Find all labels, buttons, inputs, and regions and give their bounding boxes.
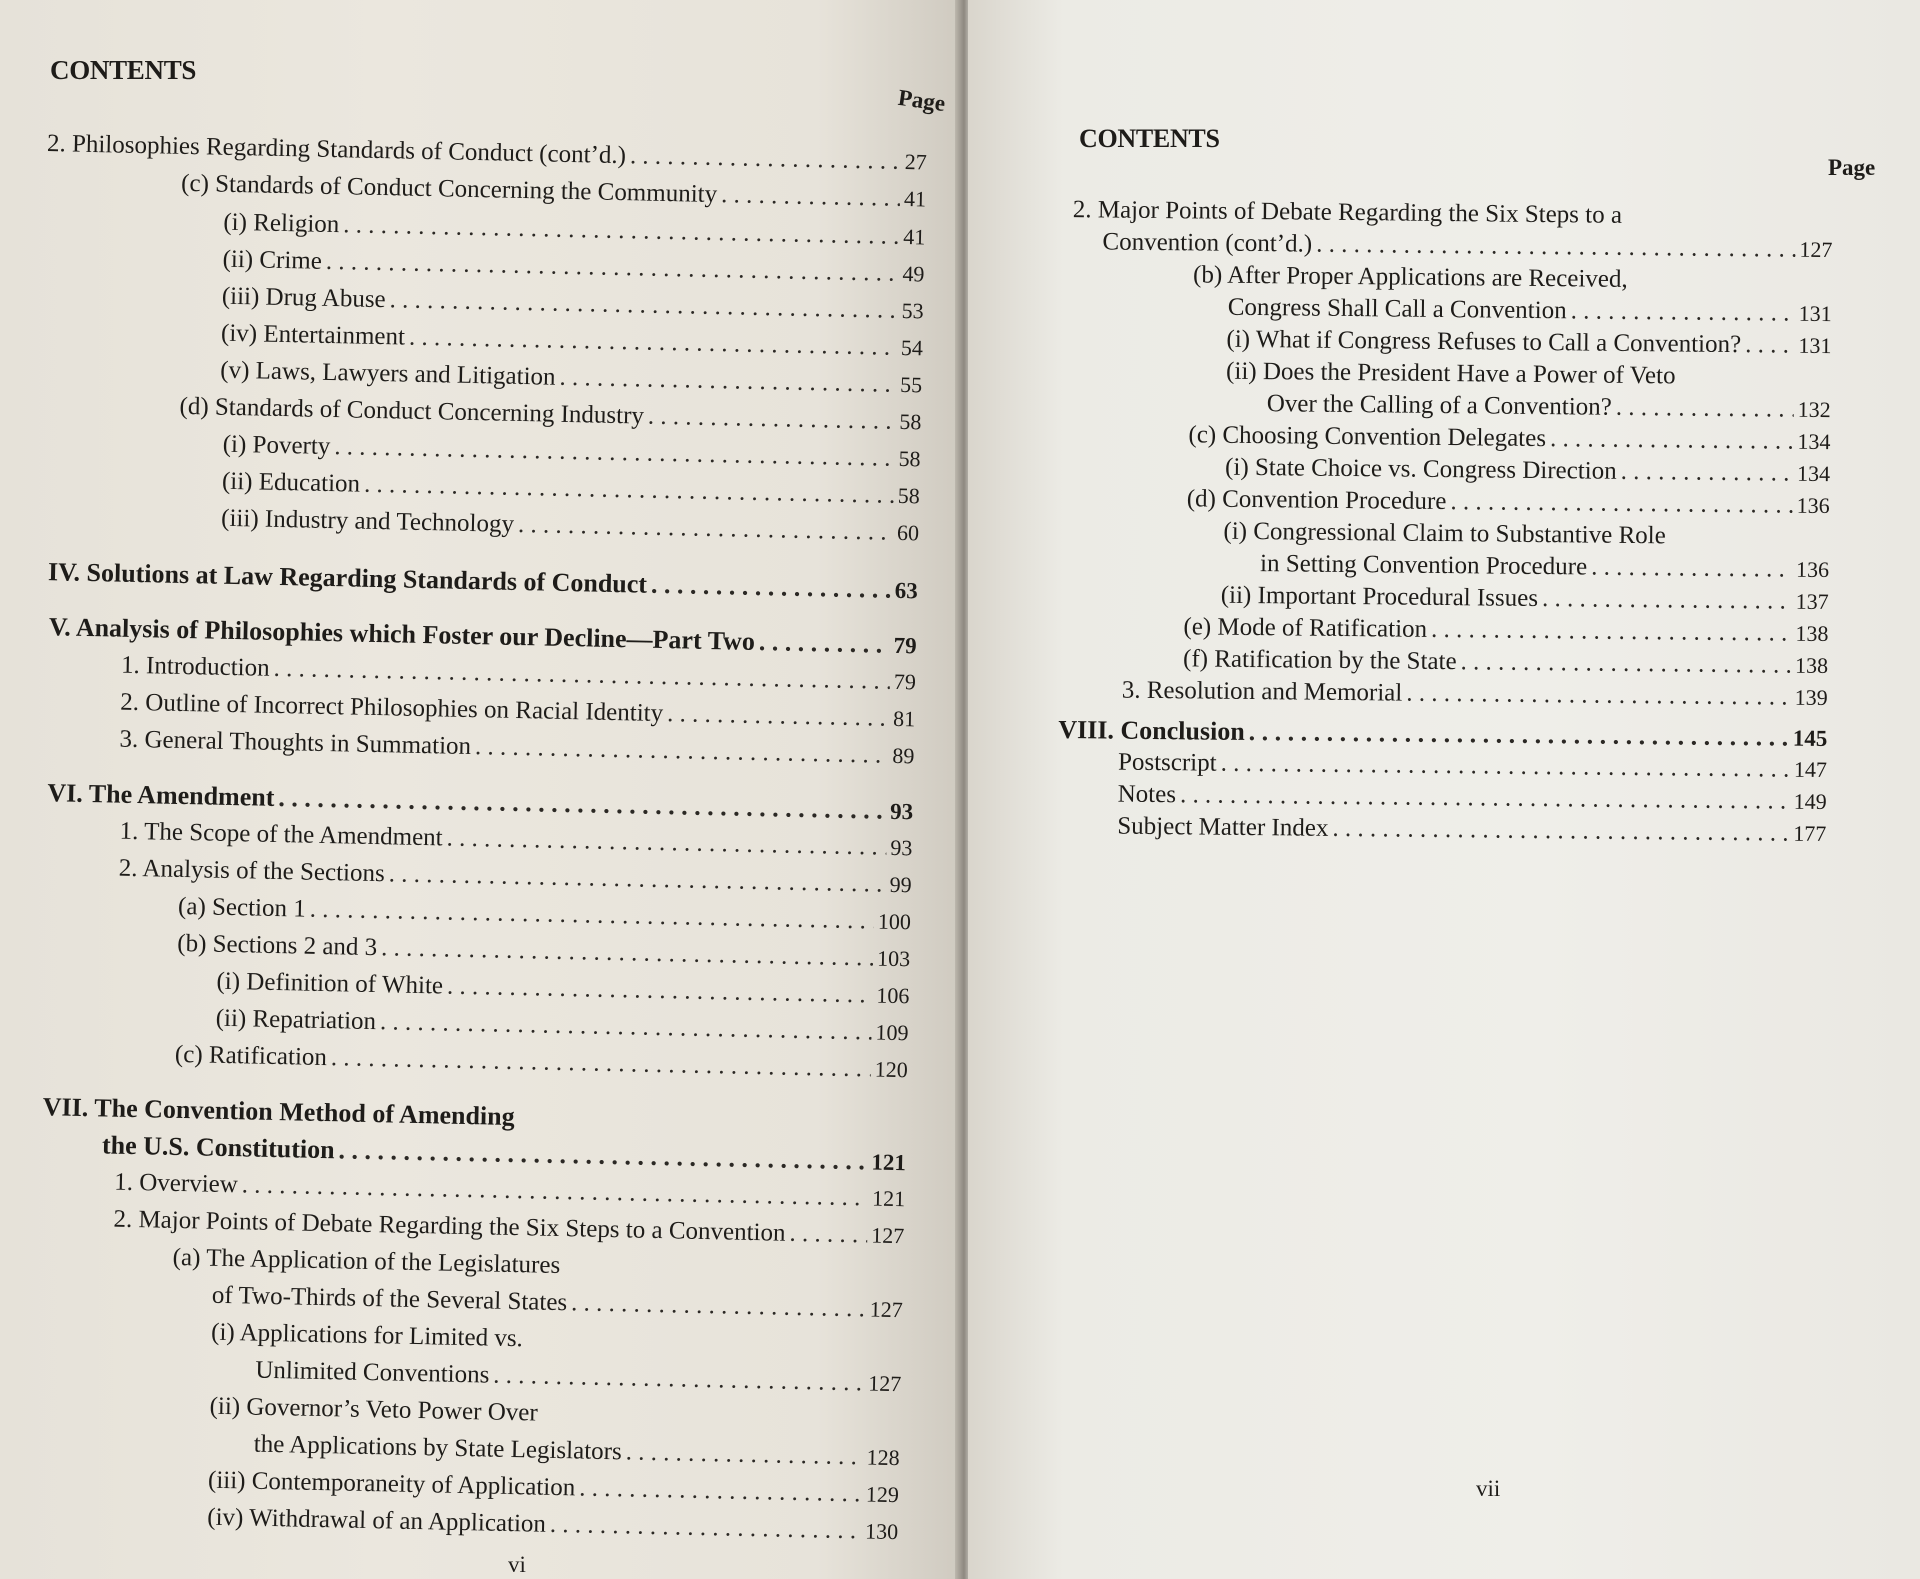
toc-entry[interactable]: 1. Overview . . . 121 <box>114 1168 905 1215</box>
toc-entry[interactable]: 2. Outline of Incorrect Philosophies on Racial Identity . . . 81 <box>120 688 915 735</box>
right-page <box>968 0 1920 1579</box>
toc-entry[interactable]: (i) Congressional Claim to Substantive Role <box>1223 517 1666 550</box>
left-contents-heading: CONTENTS <box>50 55 197 85</box>
toc-entry[interactable]: (i) State Choice vs. Congress Direction . . . 134 <box>1225 453 1830 489</box>
toc-entry[interactable]: (ii) Does the President Have a Power of Veto <box>1225 357 1676 390</box>
right-page-column-label: Page <box>1828 155 1876 180</box>
toc-entry[interactable]: (c) Ratification . . . 120 <box>175 1040 908 1085</box>
toc-entry[interactable]: Over the Calling of a Convention? . . . 132 <box>1267 389 1831 425</box>
toc-entry[interactable]: (iii) Industry and Technology . . . 60 <box>221 504 919 549</box>
toc-entry[interactable]: (i) What if Congress Refuses to Call a Convention? . . . 131 <box>1226 325 1831 361</box>
toc-entry[interactable]: 1. The Scope of the Amendment . . . 93 <box>119 817 912 864</box>
toc-entry[interactable]: (ii) Crime . . . 49 <box>222 245 924 290</box>
toc-entry[interactable]: 2. Philosophies Regarding Standards of Conduct (cont’d.) . . . 27 <box>47 129 927 177</box>
toc-chapter-entry[interactable]: IV. Solutions at Law Regarding Standards of Conduct . . . 63 <box>48 557 918 606</box>
toc-entry[interactable]: the Applications by State Legislators . . . 128 <box>253 1430 899 1474</box>
toc-entry[interactable]: 1. Introduction . . . 79 <box>121 651 916 698</box>
left-page-column-label: Page <box>896 84 947 117</box>
toc-entry[interactable]: (b) After Proper Applications are Received, <box>1192 261 1628 293</box>
toc-entry[interactable]: (i) Religion . . . 41 <box>223 208 925 253</box>
toc-entry[interactable]: Congress Shall Call a Convention . . . 131 <box>1228 293 1832 329</box>
toc-entry[interactable]: 3. General Thoughts in Summation . . . 89 <box>119 725 914 772</box>
toc-entry[interactable]: (iii) Drug Abuse . . . 53 <box>222 282 924 327</box>
toc-chapter-entry[interactable]: VI. The Amendment . . . 93 <box>47 778 913 827</box>
toc-entry[interactable]: in Setting Convention Procedure . . . 136 <box>1260 549 1829 585</box>
toc-entry[interactable]: (d) Standards of Conduct Concerning Industry . . . 58 <box>179 392 921 438</box>
toc-entry[interactable]: (a) The Application of the Legislatures <box>172 1243 561 1280</box>
toc-entry[interactable]: Notes . . . 149 <box>1118 780 1827 817</box>
toc-entry[interactable]: (i) Definition of White . . . 106 <box>216 967 909 1012</box>
toc-entry[interactable]: Postscript . . . 147 <box>1118 748 1827 785</box>
toc-entry[interactable]: (iii) Contemporaneity of Application . . . 129 <box>208 1466 899 1510</box>
toc-chapter-entry[interactable]: the U.S. Constitution . . . 121 <box>102 1130 906 1178</box>
toc-chapter-entry[interactable]: V. Analysis of Philosophies which Foster our Decline—Part Two . . . 79 <box>49 612 917 661</box>
toc-entry[interactable]: (e) Mode of Ratification . . . 138 <box>1183 612 1828 649</box>
toc-entry[interactable]: 2. Major Points of Debate Regarding the Six Steps to a Convention . . . 127 <box>113 1205 904 1252</box>
toc-entry[interactable]: (c) Choosing Convention Delegates . . . 134 <box>1188 420 1830 457</box>
toc-entry[interactable]: (d) Convention Procedure . . . 136 <box>1187 484 1830 521</box>
toc-entry[interactable]: (i) Applications for Limited vs. <box>210 1318 524 1353</box>
toc-entry[interactable]: Convention (cont’d.) . . . 127 <box>1102 227 1832 265</box>
toc-entry[interactable]: 3. Resolution and Memorial . . . 139 <box>1122 676 1828 713</box>
toc-entry[interactable]: (ii) Repatriation . . . 109 <box>215 1004 908 1049</box>
toc-entry[interactable]: of Two-Thirds of the Several States . . . 127 <box>212 1281 903 1325</box>
toc-chapter-entry[interactable]: VII. The Convention Method of Amending <box>42 1092 515 1132</box>
toc-entry[interactable]: (f) Ratification by the State . . . 138 <box>1183 644 1828 681</box>
left-page-folio: vi <box>508 1552 526 1577</box>
toc-entry[interactable]: (i) Poverty . . . 58 <box>222 430 920 475</box>
toc-entry[interactable]: (b) Sections 2 and 3 . . . 103 <box>177 929 910 974</box>
toc-entry[interactable]: (iv) Entertainment . . . 54 <box>221 319 923 364</box>
toc-entry[interactable]: Unlimited Conventions . . . 127 <box>255 1356 901 1400</box>
toc-entry[interactable]: (ii) Governor’s Veto Power Over <box>209 1392 538 1427</box>
toc-entry[interactable]: (c) Standards of Conduct Concerning the Community . . . 41 <box>181 169 926 215</box>
toc-entry[interactable]: (ii) Important Procedural Issues . . . 137 <box>1221 581 1829 617</box>
toc-entry[interactable]: (ii) Education . . . 58 <box>222 467 920 512</box>
toc-entry[interactable]: (a) Section 1 . . . 100 <box>178 892 911 937</box>
toc-entry[interactable]: 2. Major Points of Debate Regarding the Six Steps to a <box>1072 196 1623 229</box>
toc-entry[interactable]: (v) Laws, Lawyers and Litigation . . . 55 <box>220 356 922 401</box>
toc-chapter-entry[interactable]: VIII. Conclusion . . . 145 <box>1058 715 1827 754</box>
toc-entry[interactable]: (iv) Withdrawal of an Application . . . 130 <box>207 1503 898 1547</box>
toc-entry[interactable]: 2. Analysis of the Sections . . . 99 <box>119 854 912 901</box>
toc-entry[interactable]: Subject Matter Index . . . 177 <box>1117 812 1826 849</box>
right-contents-heading: CONTENTS <box>1079 124 1220 153</box>
right-page-folio: vii <box>1476 1476 1501 1501</box>
